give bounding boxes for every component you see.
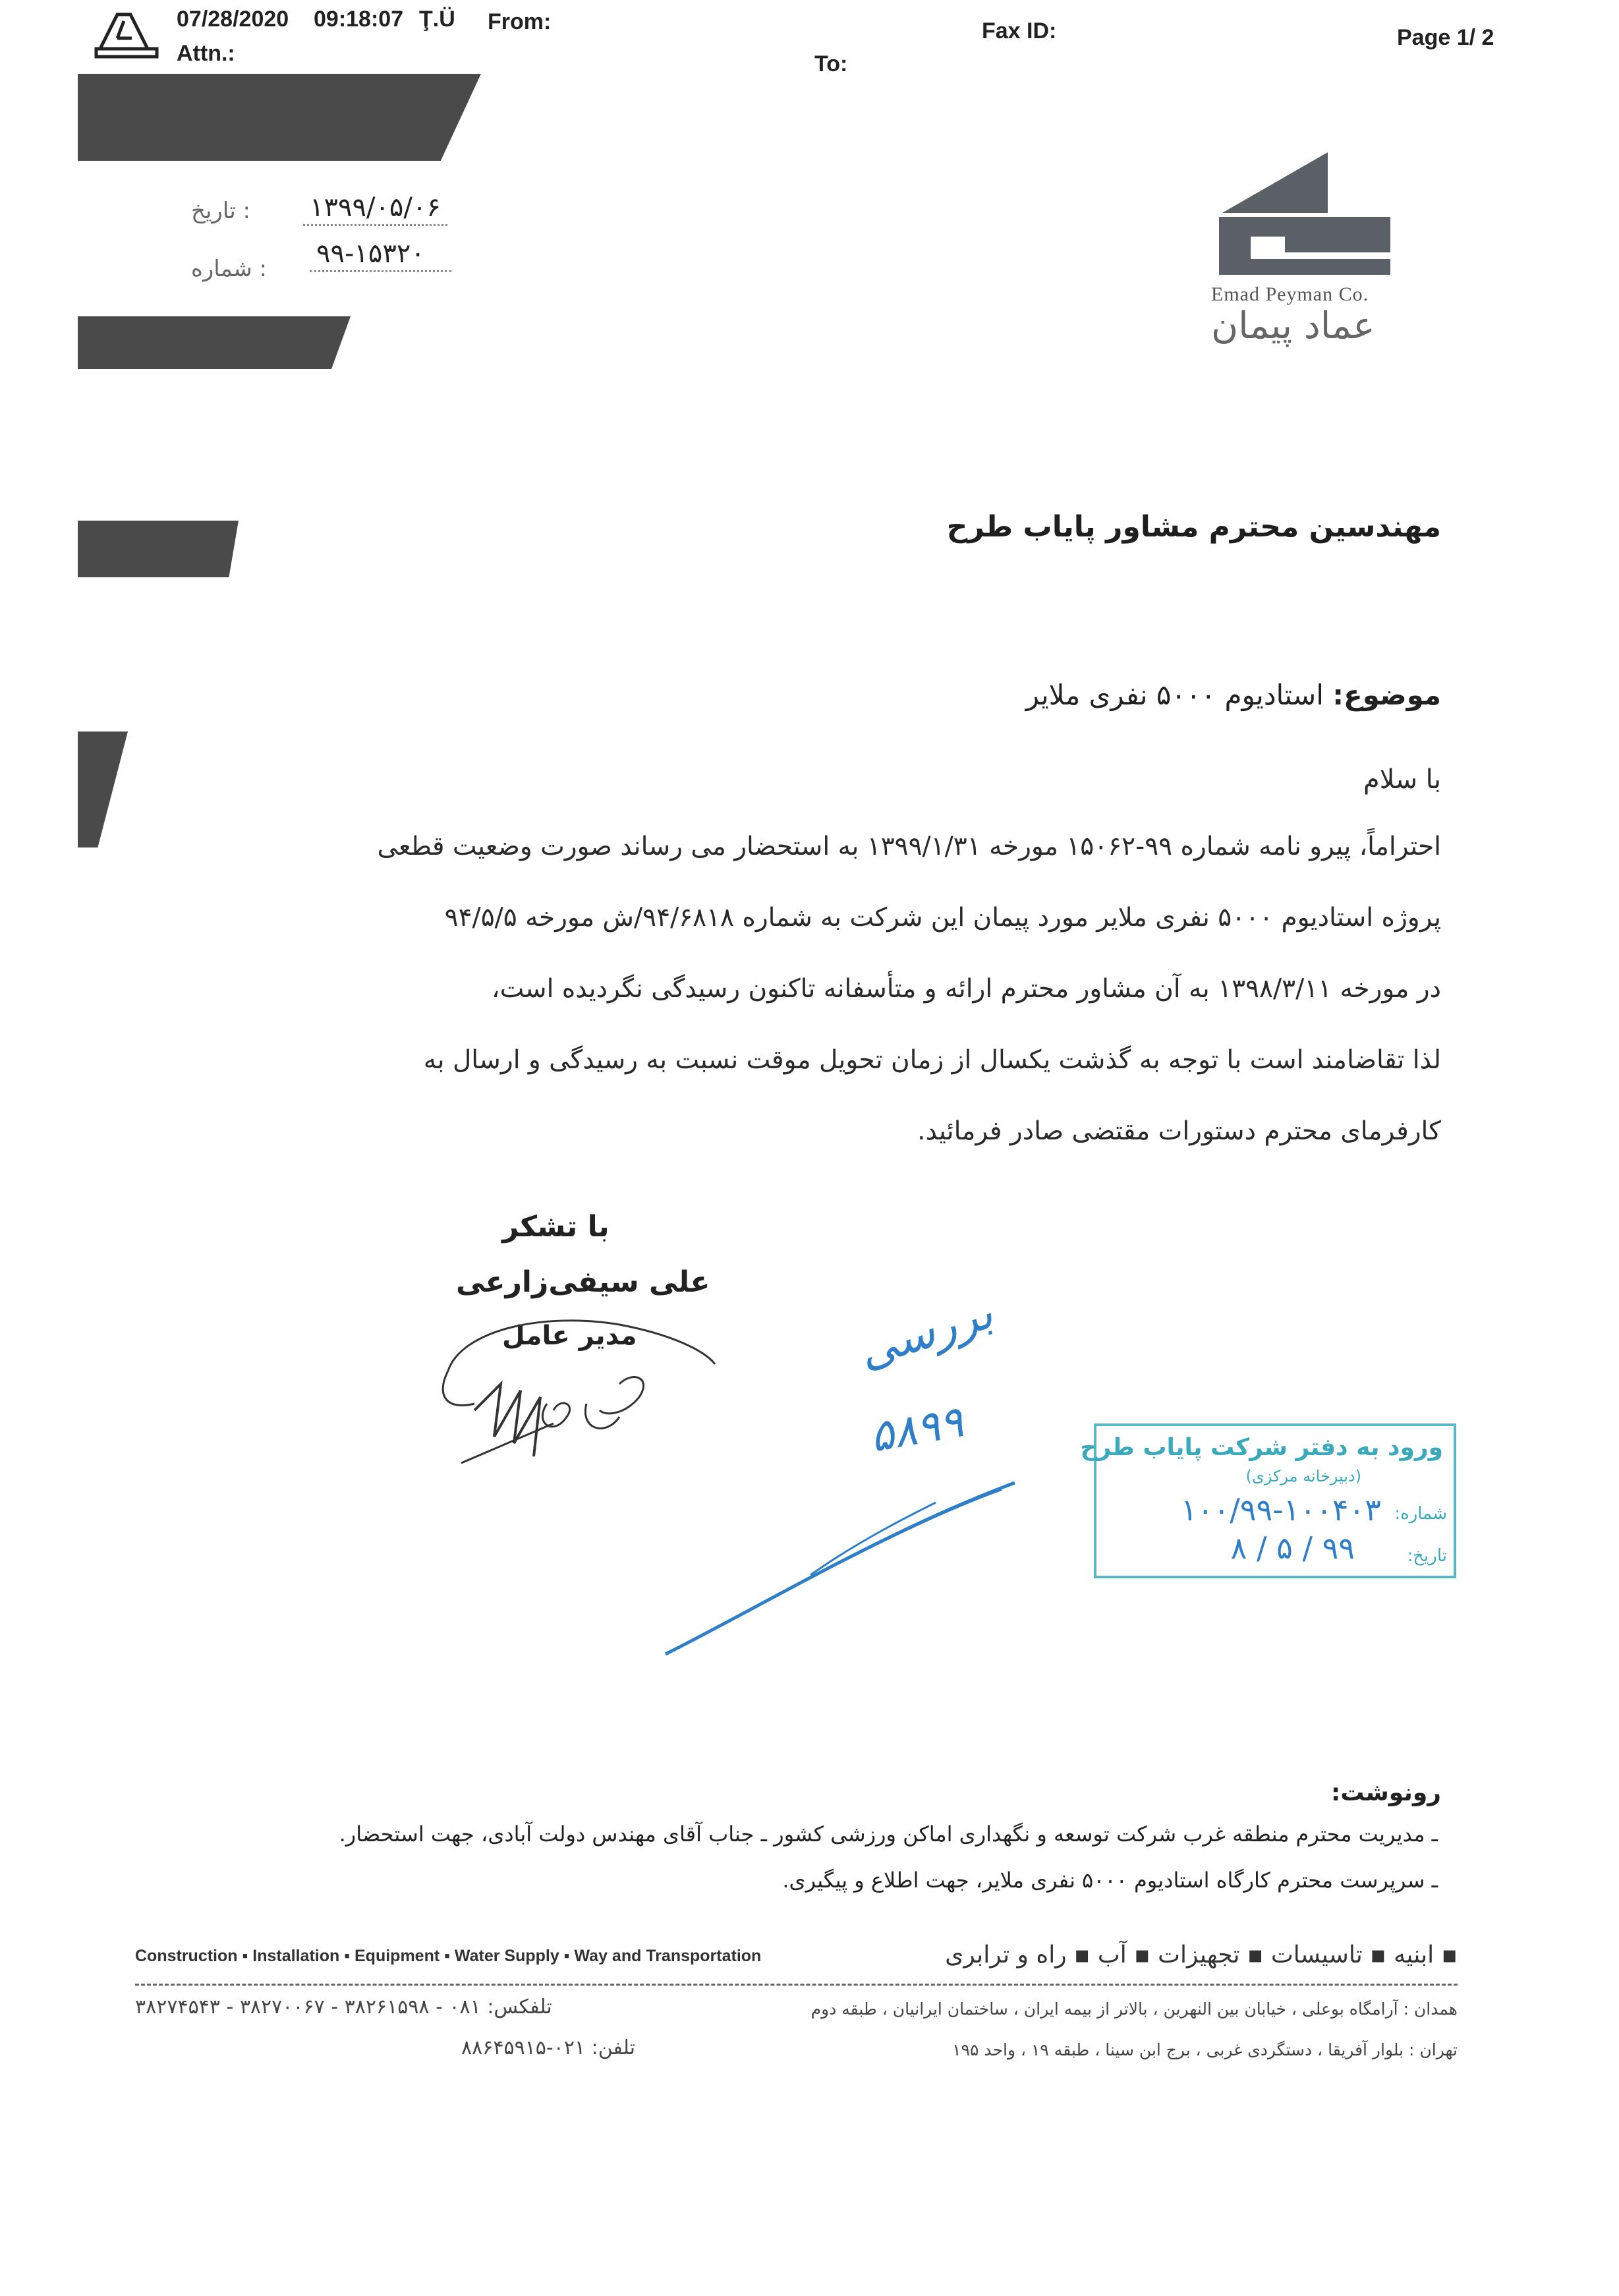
body-line: در مورخه ۱۳۹۸/۳/۱۱ به آن مشاور محترم ارائه و متأسفانه تاکنون رسیدگی نگردیده است، — [492, 974, 1441, 1004]
redaction-block — [78, 732, 128, 847]
signer-title: مدیر عامل — [502, 1321, 637, 1351]
receipt-stamp — [1080, 1423, 1456, 1578]
greeting: با سلام — [1363, 764, 1441, 795]
fax-time: 09:18:07 — [314, 7, 404, 32]
fax-to-label: To: — [814, 51, 848, 76]
hamedan-address: همدان : آرامگاه بوعلی ، خیابان بین النهرین ، بالاتر از بیمه ایران ، ساختمان ایرانیان ، طبقه دوم — [810, 1999, 1458, 2019]
subject-label: موضوع: — [1332, 679, 1441, 711]
date-value: ۱۳۹۹/۰۵/۰۶ — [303, 192, 447, 226]
fax-attn-label: Attn.: — [177, 41, 235, 66]
cc-item: ـ مدیریت محترم منطقه غرب شرکت توسعه و نگهداری اماکن ورزشی کشور ـ جناب آقای مهندس دولت آبادی، جهت استحضار. — [339, 1822, 1438, 1847]
closing: با تشکر — [502, 1210, 610, 1244]
handwritten-pen-stroke-icon — [659, 1476, 1028, 1661]
stamp-title: ورود به دفتر شرکت پایاب طرح — [1080, 1434, 1443, 1461]
company-name-en: Emad Peyman Co. — [1211, 283, 1369, 305]
handwritten-note: بررسی — [851, 1284, 1000, 1379]
services-fa: ▪ ابنیه ▪ تاسیسات ▪ تجهیزات ▪ آب ▪ راه و ترابری — [945, 1941, 1458, 1968]
body-line: پروژه استادیوم ۵۰۰۰ نفری ملایر مورد پیمان این شرکت به شماره ۹۴/۶۸۱۸/ش مورخه ۹۴/۵/۵ — [444, 903, 1441, 933]
services-en: Construction ▪ Installation ▪ Equipment ▪ Water Supply ▪ Way and Transportation — [135, 1947, 762, 1965]
signer-name: علی سیفی‌زارعی — [456, 1265, 710, 1299]
handwritten-number: ۵۸۹۹ — [866, 1396, 967, 1462]
stamp-number-label: شماره: — [1394, 1504, 1447, 1524]
stamp-date-value: ۹۹ / ۵ / ۸ — [1230, 1530, 1355, 1566]
body-line: احتراماً، پیرو نامه شماره ۹۹-۱۵۰۶۲ مورخه ۱۳۹۹/۱/۳۱ به استحضار می رساند صورت وضعیت قطعی — [377, 832, 1441, 861]
stamp-number-value: ۱۰۰/۹۹-۱۰۰۴۰۳ — [1181, 1492, 1381, 1528]
company-name-fa: عماد پیمان — [1211, 304, 1375, 347]
fax-page: Page 1/ 2 — [1397, 25, 1494, 50]
cc-item: ـ سرپرست محترم کارگاه استادیوم ۵۰۰۰ نفری ملایر، جهت اطلاع و پیگیری. — [782, 1868, 1438, 1893]
fax-machine-icon — [91, 12, 163, 59]
number-label: : شماره — [191, 256, 267, 282]
fax-time-suffix: Ţ.Ü — [419, 7, 455, 32]
tehran-phone: تلفن: ۰۲۱-۸۸۶۴۵۹۱۵ — [461, 2036, 636, 2059]
subject-line — [1026, 679, 1441, 711]
stamp-date-label: تاریخ: — [1407, 1546, 1447, 1566]
fax-id-label: Fax ID: — [982, 18, 1057, 43]
subject-text: استادیوم ۵۰۰۰ نفری ملایر — [1025, 679, 1324, 711]
hamedan-phone: تلفکس: ۰۸۱ - ۳۸۲۶۱۵۹۸ - ۳۸۲۷۰۰۶۷ - ۳۸۲۷۴۵۴۳ — [135, 1995, 552, 2019]
stamp-subtitle: (دبیرخانه مرکزی) — [1245, 1467, 1361, 1485]
redaction-block — [78, 521, 239, 577]
date-label: : تاریخ — [191, 198, 250, 224]
footer-divider — [135, 1984, 1458, 1986]
recipient: مهندسین محترم مشاور پایاب طرح — [946, 510, 1441, 544]
tehran-address: تهران : بلوار آفریقا ، دستگردی غربی ، برج ابن سینا ، طبقه ۱۹ ، واحد ۱۹۵ — [952, 2040, 1458, 2059]
body-line: کارفرمای محترم دستورات مقتضی صادر فرمائید. — [917, 1116, 1441, 1146]
redaction-block — [78, 316, 351, 369]
cc-label: رونوشت: — [1330, 1779, 1441, 1806]
body-line: لذا تقاضامند است با توجه به گذشت یکسال از زمان تحویل موقت نسبت به رسیدگی و ارسال به — [423, 1045, 1441, 1075]
redaction-block — [78, 74, 481, 161]
emad-peyman-logo-icon — [1206, 148, 1394, 280]
number-value: ۹۹-۱۵۳۲۰ — [310, 239, 451, 272]
fax-from-label: From: — [488, 9, 552, 34]
handwritten-signature-icon — [422, 1305, 725, 1503]
fax-date: 07/28/2020 — [177, 7, 289, 32]
